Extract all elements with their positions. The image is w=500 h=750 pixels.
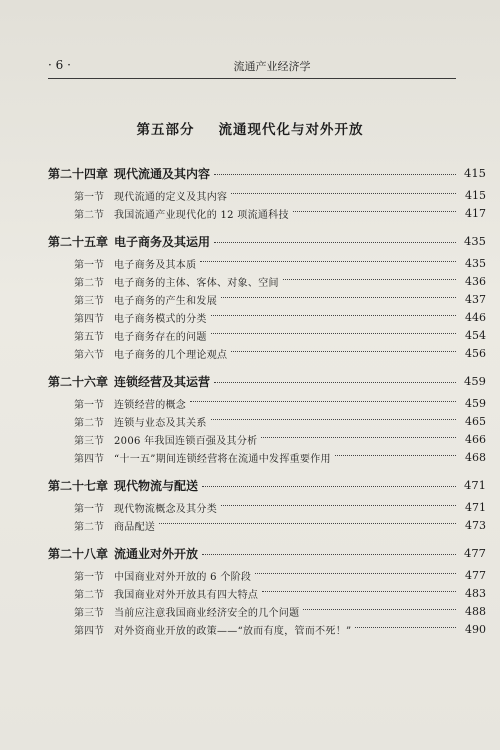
section-list [48, 186, 486, 224]
section-list [48, 498, 486, 536]
section-number: 第五节 [74, 331, 104, 343]
toc-section-entry[interactable] [48, 394, 486, 412]
leader-dots [202, 486, 456, 487]
running-header [48, 58, 456, 79]
leader-dots [303, 609, 456, 610]
leader-dots [262, 591, 456, 592]
toc-section-entry[interactable] [48, 272, 486, 290]
section-list [48, 394, 486, 468]
section-number: 第六节 [74, 349, 104, 361]
section-title: 当前应注意我国商业经济安全的几个问题 [114, 607, 300, 619]
section-number: 第一节 [74, 571, 104, 583]
chapter-block [48, 228, 486, 364]
toc-section-entry[interactable] [48, 344, 486, 362]
chapter-block [48, 540, 486, 640]
section-title: 电子商务的产生和发展 [114, 295, 217, 307]
leader-dots [261, 437, 456, 438]
toc-chapter-entry[interactable] [48, 160, 486, 186]
chapter-block [48, 368, 486, 468]
section-page-number: 468 [465, 450, 486, 464]
toc-section-entry[interactable] [48, 308, 486, 326]
section-title: 电子商务及其本质 [114, 259, 197, 271]
header-book-title: 流通产业经济学 [233, 60, 311, 73]
chapter-number: 第二十五章 [48, 234, 109, 249]
leader-dots [190, 401, 456, 402]
leader-dots [159, 523, 456, 524]
section-page-number: 446 [465, 310, 486, 324]
section-title: 现代物流概念及其分类 [114, 503, 217, 515]
section-page-number: 466 [465, 432, 486, 446]
section-title: 连锁与业态及其关系 [114, 417, 207, 429]
section-title: 连锁经营的概念 [114, 399, 187, 411]
toc-section-entry[interactable] [48, 584, 486, 602]
section-title: “十一五”期间连锁经营将在流通中发挥重要作用 [114, 453, 331, 465]
section-title: 对外资商业开放的政策——“放而有度，管而不死！” [114, 625, 352, 637]
section-title: 我国流通产业现代化的 12 项流通科技 [114, 209, 289, 221]
section-page-number: 473 [465, 518, 486, 532]
chapter-title: 现代流通及其内容 [114, 166, 211, 181]
toc-chapter-entry[interactable] [48, 228, 486, 254]
section-page-number: 456 [465, 346, 486, 360]
chapter-number: 第二十八章 [48, 546, 109, 561]
chapter-page-number: 477 [464, 546, 486, 560]
chapter-number: 第二十七章 [48, 478, 109, 493]
section-title: 现代流通的定义及其内容 [114, 191, 228, 203]
leader-dots [283, 279, 456, 280]
section-page-number: 454 [465, 328, 486, 342]
toc-section-entry[interactable] [48, 204, 486, 222]
chapter-page-number: 415 [464, 166, 486, 180]
part-title: 流通现代化与对外开放 [218, 122, 364, 138]
leader-dots [231, 193, 456, 194]
section-page-number: 488 [465, 604, 486, 618]
toc-section-entry[interactable] [48, 412, 486, 430]
section-title: 电子商务的主体、客体、对象、空间 [114, 277, 279, 289]
leader-dots [293, 211, 456, 212]
toc-section-entry[interactable] [48, 566, 486, 584]
section-list [48, 254, 486, 364]
leader-dots [214, 382, 456, 383]
section-number: 第二节 [74, 417, 104, 429]
chapter-number: 第二十六章 [48, 374, 109, 389]
section-page-number: 459 [465, 396, 486, 410]
part-heading [0, 118, 500, 138]
toc-chapter-entry[interactable] [48, 472, 486, 498]
leader-dots [335, 455, 456, 456]
toc-chapter-entry[interactable] [48, 368, 486, 394]
section-number: 第四节 [74, 453, 104, 465]
section-title: 商品配送 [114, 521, 156, 533]
chapter-page-number: 459 [464, 374, 486, 388]
section-number: 第一节 [74, 191, 104, 203]
section-page-number: 436 [465, 274, 486, 288]
section-page-number: 437 [465, 292, 486, 306]
chapter-page-number: 435 [464, 234, 486, 248]
leader-dots [214, 242, 456, 243]
chapter-number: 第二十四章 [48, 166, 109, 181]
leader-dots [231, 351, 456, 352]
leader-dots [214, 174, 456, 175]
section-number: 第二节 [74, 277, 104, 289]
header-page-number: · 6 · [48, 58, 71, 72]
toc-section-entry[interactable] [48, 290, 486, 308]
section-number: 第四节 [74, 625, 104, 637]
section-number: 第二节 [74, 209, 104, 221]
section-title: 电子商务模式的分类 [114, 313, 207, 325]
leader-dots [202, 554, 456, 555]
leader-dots [200, 261, 456, 262]
section-number: 第二节 [74, 521, 104, 533]
section-number: 第一节 [74, 259, 104, 271]
section-title: 2006 年我国连锁百强及其分析 [114, 435, 258, 447]
leader-dots [221, 297, 456, 298]
toc-section-entry[interactable] [48, 326, 486, 344]
leader-dots [211, 333, 456, 334]
section-number: 第四节 [74, 313, 104, 325]
toc-section-entry[interactable] [48, 498, 486, 516]
part-label: 第五部分 [136, 122, 195, 138]
section-number: 第三节 [74, 607, 104, 619]
leader-dots [211, 419, 456, 420]
chapter-block [48, 472, 486, 536]
section-page-number: 417 [465, 206, 486, 220]
section-page-number: 465 [465, 414, 486, 428]
section-number: 第一节 [74, 503, 104, 515]
section-title: 我国商业对外开放具有四大特点 [114, 589, 259, 601]
section-number: 第一节 [74, 399, 104, 411]
section-page-number: 490 [465, 622, 486, 636]
chapter-title: 现代物流与配送 [114, 478, 199, 493]
toc-section-entry[interactable] [48, 620, 486, 638]
section-list [48, 566, 486, 640]
chapter-title: 连锁经营及其运营 [114, 374, 211, 389]
toc-section-entry[interactable] [48, 448, 486, 466]
leader-dots [255, 573, 456, 574]
toc-section-entry[interactable] [48, 254, 486, 272]
section-number: 第三节 [74, 435, 104, 447]
chapter-title: 流通业对外开放 [114, 546, 199, 561]
section-number: 第二节 [74, 589, 104, 601]
leader-dots [355, 627, 456, 628]
section-title: 电子商务的几个理论观点 [114, 349, 228, 361]
chapter-block [48, 160, 486, 224]
table-of-contents [48, 160, 486, 644]
section-number: 第三节 [74, 295, 104, 307]
toc-section-entry[interactable] [48, 430, 486, 448]
section-page-number: 415 [465, 188, 486, 202]
section-page-number: 435 [465, 256, 486, 270]
section-page-number: 483 [465, 586, 486, 600]
section-page-number: 471 [465, 500, 486, 514]
toc-section-entry[interactable] [48, 516, 486, 534]
chapter-title: 电子商务及其运用 [114, 234, 211, 249]
toc-chapter-entry[interactable] [48, 540, 486, 566]
section-title: 电子商务存在的问题 [114, 331, 207, 343]
toc-section-entry[interactable] [48, 602, 486, 620]
toc-section-entry[interactable] [48, 186, 486, 204]
leader-dots [221, 505, 456, 506]
section-title: 中国商业对外开放的 6 个阶段 [114, 571, 252, 583]
chapter-page-number: 471 [464, 478, 486, 492]
section-page-number: 477 [465, 568, 486, 582]
leader-dots [211, 315, 456, 316]
